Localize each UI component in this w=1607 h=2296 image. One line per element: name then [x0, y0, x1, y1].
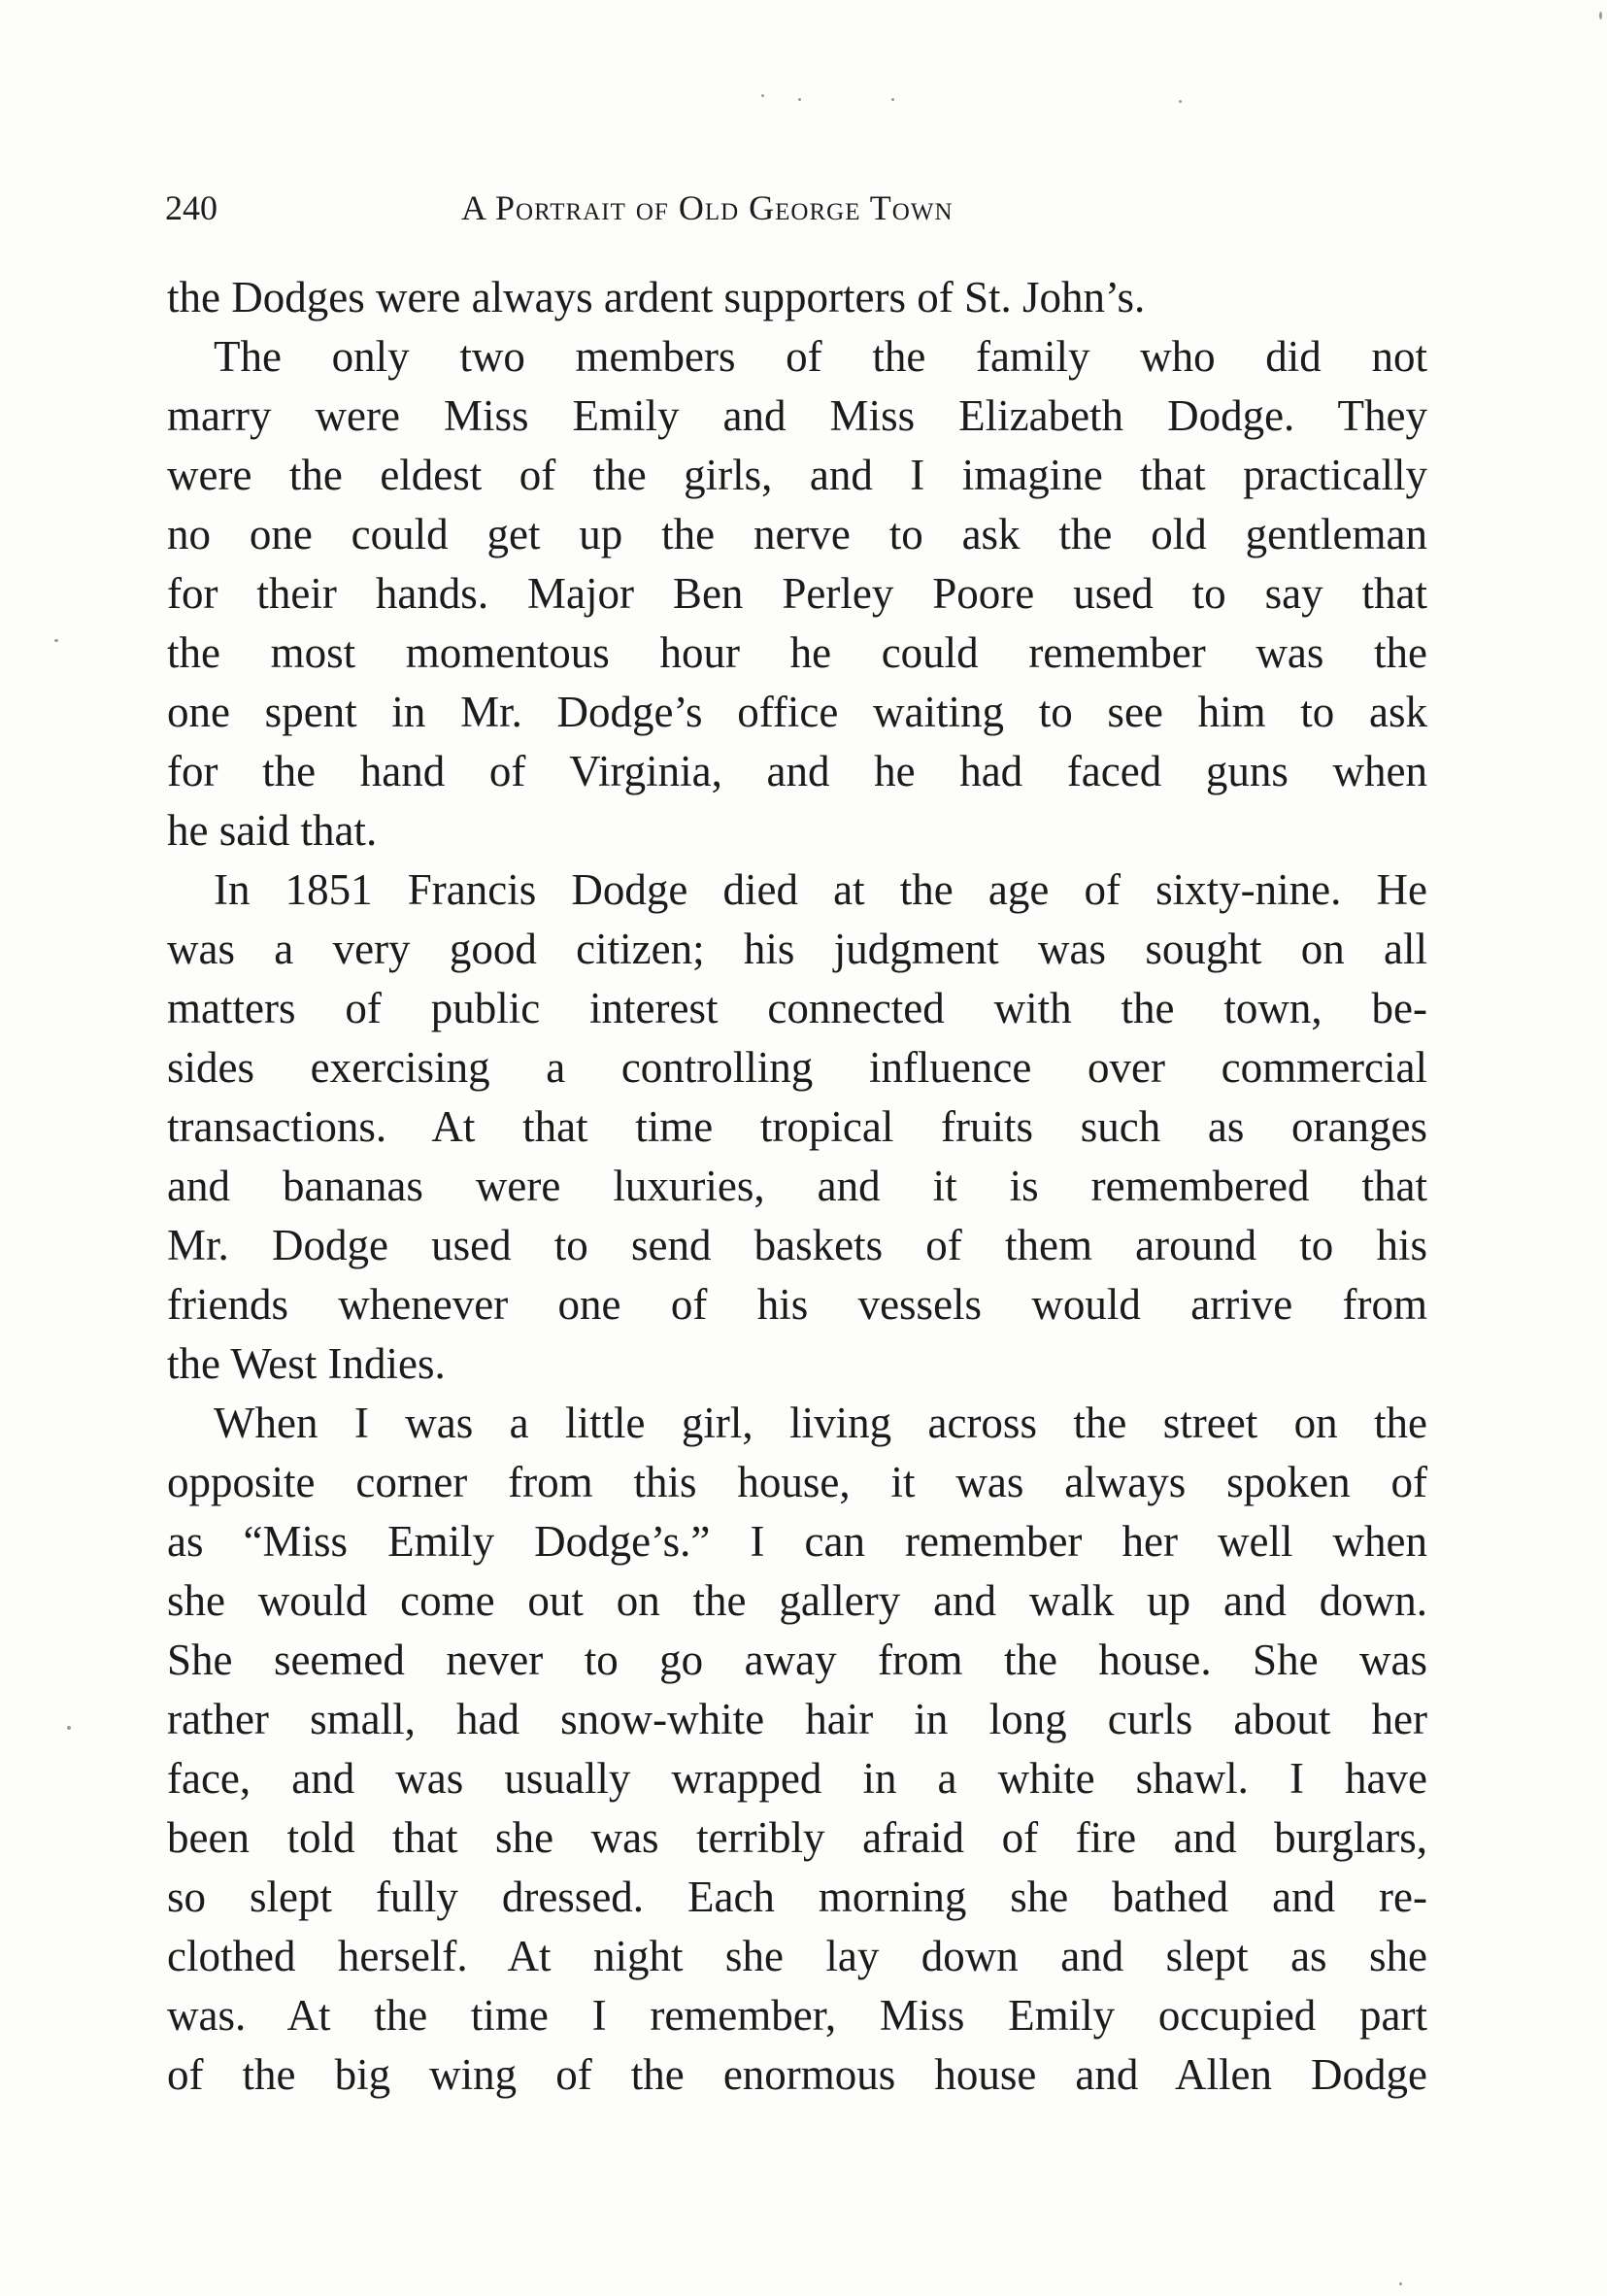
paragraph-3: [167, 861, 1427, 1394]
text-line: so slept fully dressed. Each morning she bathed and re-: [167, 1873, 1427, 1921]
text-line: opposite corner from this house, it was always spoken of: [167, 1458, 1427, 1506]
text-line: In 1851 Francis Dodge died at the age of sixty-nine. He: [214, 865, 1427, 914]
text-line: was a very good citizen; his judgment was sought on all: [167, 925, 1427, 973]
text-line: the West Indies.: [167, 1339, 446, 1388]
scan-speck: [891, 98, 894, 101]
text-line: the most momentous hour he could remember was the: [167, 628, 1427, 677]
page-number: 240: [165, 188, 218, 227]
text-line: matters of public interest connected with the town, be-: [167, 984, 1427, 1032]
scan-speck: [761, 94, 764, 97]
paragraph-1: [167, 268, 1427, 327]
running-head: [165, 186, 1427, 229]
text-line: She seemed never to go away from the house. She was: [167, 1636, 1427, 1684]
text-line: Mr. Dodge used to send baskets of them around to his: [167, 1221, 1427, 1269]
text-line: were the eldest of the girls, and I imagine that practically: [167, 451, 1427, 499]
text-line: transactions. At that time tropical fruits such as oranges: [167, 1102, 1427, 1151]
text-line: marry were Miss Emily and Miss Elizabeth Dodge. They: [167, 391, 1427, 440]
paragraph-2: [167, 327, 1427, 861]
scan-speck: [67, 1726, 71, 1730]
text-line: as “Miss Emily Dodge’s.” I can remember her well when: [167, 1517, 1427, 1566]
text-line: he said that.: [167, 806, 378, 855]
text-line: The only two members of the family who did not: [214, 332, 1427, 381]
scan-speck: [798, 98, 801, 101]
text-line: rather small, had snow-white hair in long curls about her: [167, 1695, 1427, 1743]
scan-speck: [1399, 2282, 1402, 2285]
scan-speck: [1179, 100, 1182, 103]
text-line: for their hands. Major Ben Perley Poore used to say that: [167, 569, 1427, 618]
text-line: one spent in Mr. Dodge’s office waiting to see him to ask: [167, 688, 1427, 736]
text-line: been told that she was terribly afraid of fire and burglars,: [167, 1813, 1427, 1862]
text-line: friends whenever one of his vessels would arrive from: [167, 1280, 1427, 1329]
text-line: the Dodges were always ardent supporters of St. John’s.: [167, 273, 1146, 321]
scan-speck: [1599, 12, 1602, 19]
text-line: was. At the time I remember, Miss Emily occupied part: [167, 1991, 1427, 2040]
paragraph-4: [167, 1394, 1427, 2105]
text-line: When I was a little girl, living across the street on the: [214, 1399, 1427, 1447]
text-line: she would come out on the gallery and walk up and down.: [167, 1576, 1427, 1625]
text-line: of the big wing of the enormous house and Allen Dodge: [167, 2050, 1427, 2099]
text-line: and bananas were luxuries, and it is remembered that: [167, 1162, 1427, 1210]
scan-speck: [54, 639, 58, 642]
text-line: clothed herself. At night she lay down and slept as she: [167, 1932, 1427, 1980]
text-line: face, and was usually wrapped in a white shawl. I have: [167, 1754, 1427, 1803]
text-line: for the hand of Virginia, and he had faced guns when: [167, 747, 1427, 795]
text-line: no one could get up the nerve to ask the old gentleman: [167, 510, 1427, 558]
text-line: sides exercising a controlling influence over commercial: [167, 1043, 1427, 1092]
running-title: A Portrait of Old George Town: [461, 188, 954, 227]
body-text: [167, 268, 1427, 2105]
